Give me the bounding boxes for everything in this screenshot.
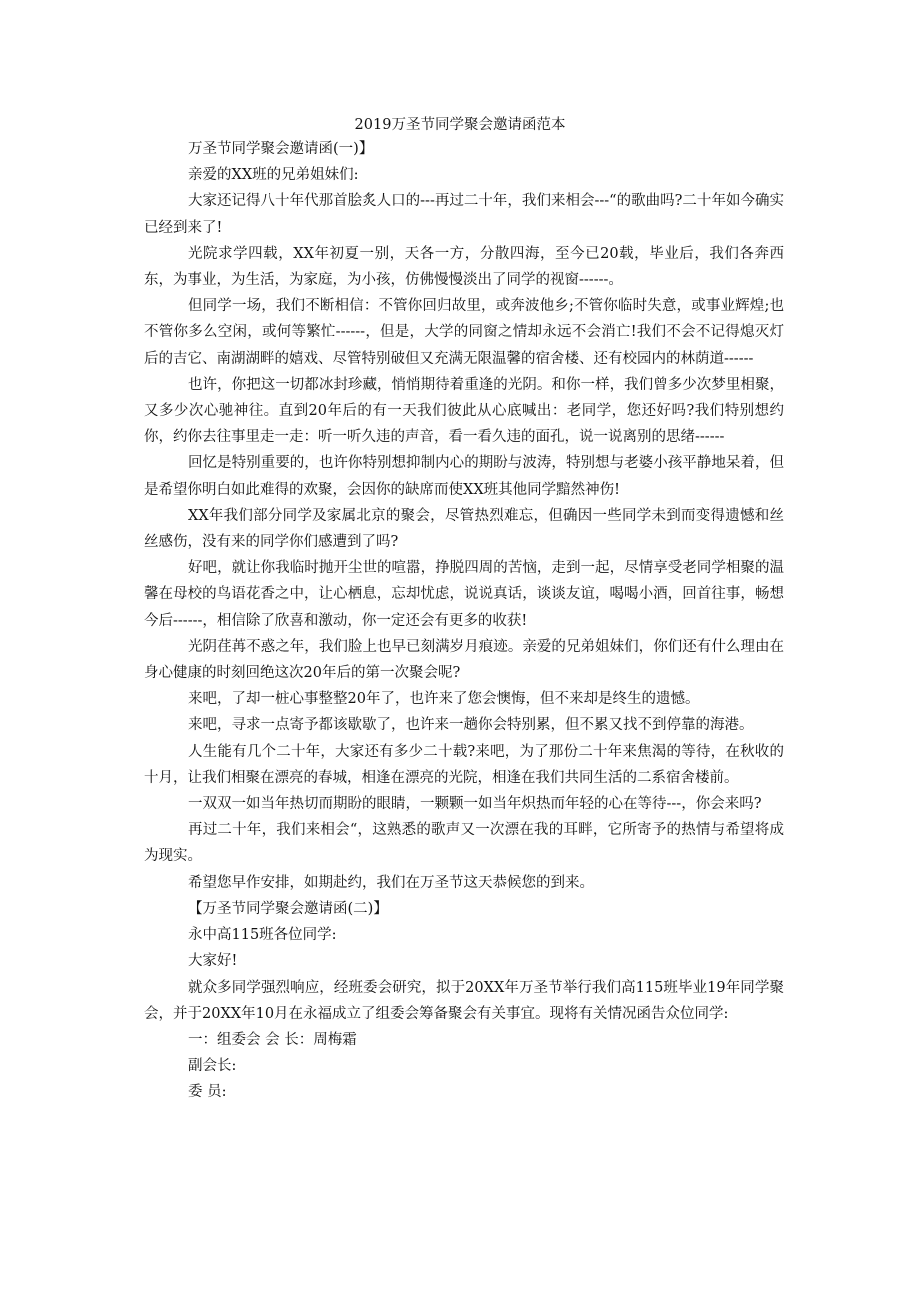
- paragraph: 永中高115班各位同学:: [188, 927, 337, 944]
- paragraph: 大家还记得八十年代那首脍炙人口的---再过二十年，我们来相会---“的歌曲吗?二十年如今确实已经到来了!: [144, 193, 784, 236]
- paragraph: 来吧，了却一桩心事整整20年了，也许来了您会懊悔，但不来却是终生的遗憾。: [188, 691, 700, 708]
- paragraph: 亲爱的XX班的兄弟姐妹们:: [188, 167, 359, 184]
- paragraph: 【万圣节同学聚会邀请函(二)】: [188, 900, 388, 917]
- paragraph: 就众多同学强烈响应，经班委会研究，拟于20XX年万圣节举行我们高115班毕业19年同学聚会，并于20XX年10月在永福成立了组委会筹备聚会有关事宜。现将有关情况函告众位同学:: [144, 979, 784, 1022]
- paragraph: 好吧，就让你我临时抛开尘世的喧嚣，挣脱四周的苦恼，走到一起，尽情享受老同学相聚的温馨在母校的鸟语花香之中，让心栖息，忘却忧虑，说说真话，谈谈友谊，喝喝小酒，回首往事，畅想今后------，相信除了欣喜和激动，你一定还会有更多的收获!: [144, 560, 784, 629]
- paragraph: 希望您早作安排，如期赴约，我们在万圣节这天恭候您的到来。: [188, 874, 594, 891]
- paragraph: 大家好!: [188, 953, 238, 970]
- paragraph: 万圣节同学聚会邀请函(一)】: [188, 141, 374, 157]
- document-title: 2019万圣节同学聚会邀请函范本: [354, 117, 566, 133]
- paragraph: 来吧，寻求一点寄予都该歇歇了，也许来一趟你会特别累，但不累又找不到停靠的海港。: [188, 717, 754, 734]
- paragraph: 光院求学四载，XX年初夏一别，天各一方，分散四海，至今已20载，毕业后，我们各奔西东，为事业，为生活，为家庭，为小孩，仿佛慢慢淡出了同学的视窗------。: [144, 245, 784, 289]
- paragraph: 副会长:: [188, 1058, 237, 1075]
- paragraph: 一双双一如当年热切而期盼的眼睛，一颗颗一如当年炽热而年轻的心在等待---，你会来吗?: [188, 796, 762, 813]
- paragraph: 但同学一场，我们不断相信：不管你回归故里，或奔波他乡;不管你临时失意，或事业辉煌;也不管你多么空闲，或何等繁忙------，但是，大学的同窗之情却永远不会消亡!我们不会不记得熄灭灯后的吉它、南湖湖畔的嬉戏、尽管特别破但又充满无限温馨的宿舍楼、还有校园内的林荫道------: [144, 298, 784, 367]
- paragraph: 光阴荏苒不惑之年，我们脸上也早已刻满岁月痕迹。亲爱的兄弟姐妹们，你们还有什么理由在身心健康的时刻回绝这次20年后的第一次聚会呢?: [144, 638, 784, 682]
- paragraph: 也许，你把这一切都冰封珍藏，悄悄期待着重逢的光阴。和你一样，我们曾多少次梦里相聚，又多少次心驰神往。直到20年后的有一天我们彼此从心底喊出：老同学，您还好吗?我们特别想约你，约你去往事里走一走：听一听久违的声音，看一看久违的面孔，说一说离别的思绪------: [144, 376, 784, 446]
- paragraph: 回忆是特别重要的，也许你特别想抑制内心的期盼与波涛，特别想与老婆小孩平静地呆着，但是希望你明白如此难得的欢聚，会因你的缺席而使XX班其他同学黯然神伤!: [144, 455, 784, 498]
- paragraph: 人生能有几个二十年，大家还有多少二十载?来吧，为了那份二十年来焦渴的等待，在秋收的十月，让我们相聚在漂亮的春城，相逢在漂亮的光院，相逢在我们共同生活的二系宿舍楼前。: [144, 743, 784, 786]
- paragraph: 一：组委会 会 长：周梅霜: [188, 1031, 357, 1048]
- paragraph: 再过二十年，我们来相会“，这熟悉的歌声又一次漂在我的耳畔，它所寄予的热情与希望将成为现实。: [144, 822, 784, 865]
- paragraph: 委 员:: [188, 1084, 227, 1101]
- document-body: [144, 136, 784, 1106]
- paragraph: XX年我们部分同学及家属北京的聚会，尽管热烈难忘，但确因一些同学未到而变得遗憾和丝丝感伤，没有来的同学你们感遭到了吗?: [144, 507, 784, 551]
